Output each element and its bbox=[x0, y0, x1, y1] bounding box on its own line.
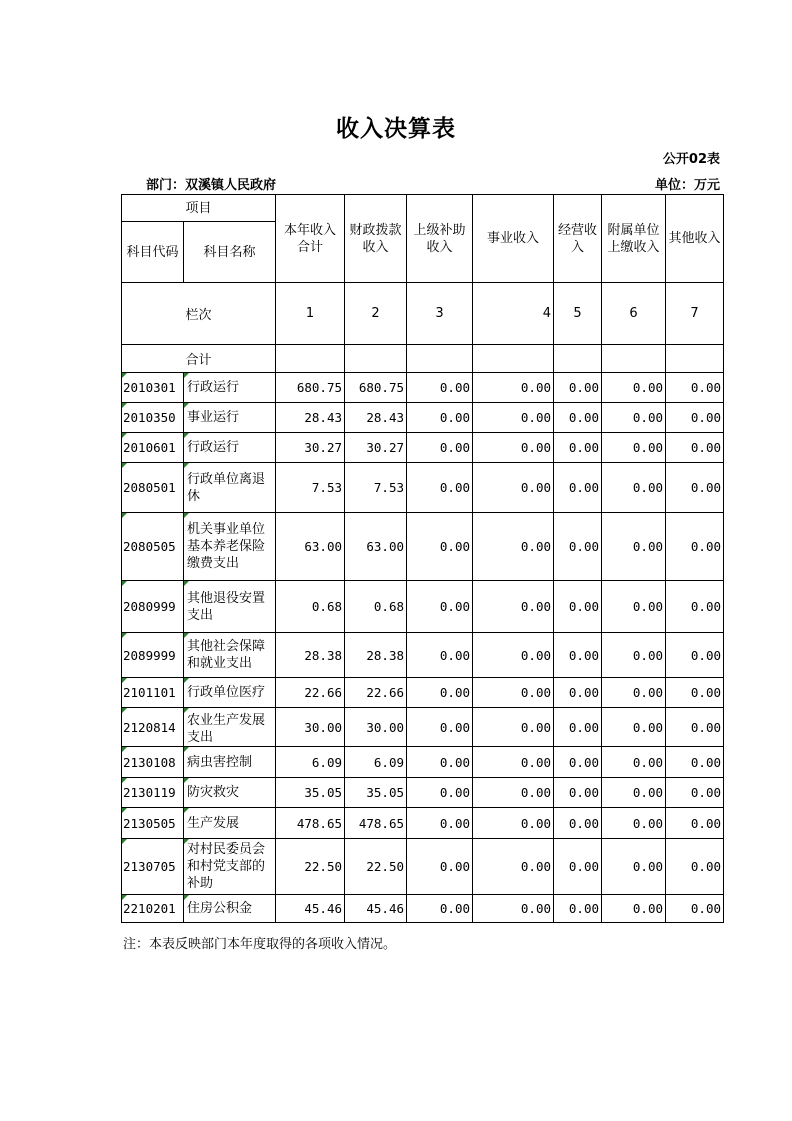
amount-cell: 0.00 bbox=[602, 808, 666, 839]
amount-cell: 0.00 bbox=[473, 778, 554, 808]
amount-cell: 35.05 bbox=[276, 778, 345, 808]
subject-code: 2080501 bbox=[122, 463, 184, 513]
amount-cell: 0.00 bbox=[554, 463, 602, 513]
amount-cell: 22.50 bbox=[345, 839, 407, 895]
amount-cell: 0.00 bbox=[407, 433, 473, 463]
table-row bbox=[122, 808, 724, 839]
amount-cell: 0.00 bbox=[666, 839, 724, 895]
table-row bbox=[122, 778, 724, 808]
column-index-6: 6 bbox=[602, 283, 666, 345]
subject-name: 农业生产发展支出 bbox=[184, 708, 276, 747]
amount-cell: 0.00 bbox=[554, 633, 602, 678]
amount-cell: 0.00 bbox=[554, 708, 602, 747]
amount-cell: 0.00 bbox=[666, 581, 724, 633]
amount-cell: 30.27 bbox=[276, 433, 345, 463]
amount-cell: 0.00 bbox=[666, 708, 724, 747]
amount-cell: 6.09 bbox=[276, 747, 345, 778]
total-cell bbox=[407, 345, 473, 373]
amount-cell: 0.00 bbox=[602, 581, 666, 633]
amount-cell: 0.00 bbox=[407, 895, 473, 923]
amount-cell: 0.00 bbox=[602, 778, 666, 808]
amount-cell: 0.00 bbox=[666, 747, 724, 778]
amount-cell: 45.46 bbox=[276, 895, 345, 923]
subject-code: 2010350 bbox=[122, 403, 184, 433]
amount-cell: 7.53 bbox=[276, 463, 345, 513]
subject-code: 2210201 bbox=[122, 895, 184, 923]
amount-cell: 0.00 bbox=[473, 463, 554, 513]
total-row bbox=[122, 345, 724, 373]
amount-cell: 0.00 bbox=[407, 513, 473, 581]
amount-cell: 0.00 bbox=[602, 633, 666, 678]
amount-cell: 0.00 bbox=[554, 433, 602, 463]
amount-cell: 0.00 bbox=[602, 895, 666, 923]
amount-cell: 0.00 bbox=[602, 839, 666, 895]
amount-cell: 0.00 bbox=[407, 373, 473, 403]
amount-cell: 0.00 bbox=[554, 403, 602, 433]
amount-cell: 7.53 bbox=[345, 463, 407, 513]
amount-cell: 0.00 bbox=[473, 581, 554, 633]
subject-code: 2130705 bbox=[122, 839, 184, 895]
amount-cell: 22.66 bbox=[276, 678, 345, 708]
amount-cell: 0.00 bbox=[473, 808, 554, 839]
header-operating: 经营收入 bbox=[554, 195, 602, 283]
table-row bbox=[122, 463, 724, 513]
amount-cell: 28.43 bbox=[345, 403, 407, 433]
amount-cell: 0.00 bbox=[554, 839, 602, 895]
amount-cell: 0.00 bbox=[666, 433, 724, 463]
amount-cell: 0.00 bbox=[666, 463, 724, 513]
amount-cell: 0.00 bbox=[407, 463, 473, 513]
amount-cell: 30.00 bbox=[276, 708, 345, 747]
amount-cell: 22.66 bbox=[345, 678, 407, 708]
subject-name: 病虫害控制 bbox=[184, 747, 276, 778]
amount-cell: 0.00 bbox=[554, 513, 602, 581]
amount-cell: 6.09 bbox=[345, 747, 407, 778]
amount-cell: 28.43 bbox=[276, 403, 345, 433]
amount-cell: 0.00 bbox=[602, 403, 666, 433]
amount-cell: 478.65 bbox=[276, 808, 345, 839]
amount-cell: 0.00 bbox=[554, 373, 602, 403]
page-title: 收入决算表 bbox=[336, 116, 456, 142]
amount-cell: 0.00 bbox=[554, 678, 602, 708]
amount-cell: 22.50 bbox=[276, 839, 345, 895]
subject-code: 2130505 bbox=[122, 808, 184, 839]
amount-cell: 0.00 bbox=[407, 633, 473, 678]
amount-cell: 0.00 bbox=[407, 581, 473, 633]
table-row bbox=[122, 403, 724, 433]
subject-code: 2130108 bbox=[122, 747, 184, 778]
subject-code: 2010601 bbox=[122, 433, 184, 463]
subject-code: 2120814 bbox=[122, 708, 184, 747]
amount-cell: 0.00 bbox=[602, 513, 666, 581]
table-row bbox=[122, 708, 724, 747]
income-table bbox=[121, 194, 724, 923]
amount-cell: 0.00 bbox=[602, 678, 666, 708]
header-code: 科目代码 bbox=[122, 222, 184, 283]
amount-cell: 45.46 bbox=[345, 895, 407, 923]
amount-cell: 0.00 bbox=[554, 808, 602, 839]
column-index-label: 栏次 bbox=[122, 283, 276, 345]
amount-cell: 0.00 bbox=[473, 678, 554, 708]
amount-cell: 0.00 bbox=[666, 678, 724, 708]
table-row bbox=[122, 513, 724, 581]
amount-cell: 0.00 bbox=[602, 708, 666, 747]
amount-cell: 0.00 bbox=[602, 433, 666, 463]
amount-cell: 0.00 bbox=[407, 708, 473, 747]
table-row bbox=[122, 839, 724, 895]
amount-cell: 0.00 bbox=[666, 778, 724, 808]
total-cell bbox=[473, 345, 554, 373]
amount-cell: 0.00 bbox=[666, 513, 724, 581]
amount-cell: 0.00 bbox=[554, 581, 602, 633]
amount-cell: 478.65 bbox=[345, 808, 407, 839]
amount-cell: 0.00 bbox=[473, 708, 554, 747]
subject-name: 机关事业单位基本养老保险缴费支出 bbox=[184, 513, 276, 581]
amount-cell: 0.00 bbox=[473, 895, 554, 923]
column-index-5: 5 bbox=[554, 283, 602, 345]
column-index-7: 7 bbox=[666, 283, 724, 345]
amount-cell: 0.00 bbox=[554, 778, 602, 808]
total-cell bbox=[602, 345, 666, 373]
department-label: 部门：双溪镇人民政府 bbox=[146, 178, 277, 193]
subject-name: 行政运行 bbox=[184, 373, 276, 403]
amount-cell: 0.00 bbox=[666, 633, 724, 678]
subject-code: 2130119 bbox=[122, 778, 184, 808]
subject-name: 其他退役安置支出 bbox=[184, 581, 276, 633]
column-index-1: 1 bbox=[276, 283, 345, 345]
header-superior: 上级补助收入 bbox=[407, 195, 473, 283]
subject-code: 2010301 bbox=[122, 373, 184, 403]
amount-cell: 28.38 bbox=[345, 633, 407, 678]
column-index-4: 4 bbox=[473, 283, 554, 345]
amount-cell: 0.00 bbox=[554, 895, 602, 923]
subject-name: 其他社会保障和就业支出 bbox=[184, 633, 276, 678]
amount-cell: 0.00 bbox=[473, 403, 554, 433]
amount-cell: 0.00 bbox=[666, 403, 724, 433]
amount-cell: 63.00 bbox=[276, 513, 345, 581]
amount-cell: 0.00 bbox=[473, 513, 554, 581]
subject-name: 行政运行 bbox=[184, 433, 276, 463]
subject-code: 2089999 bbox=[122, 633, 184, 678]
amount-cell: 63.00 bbox=[345, 513, 407, 581]
amount-cell: 35.05 bbox=[345, 778, 407, 808]
header-project: 项目 bbox=[122, 195, 276, 222]
amount-cell: 0.68 bbox=[345, 581, 407, 633]
header-other: 其他收入 bbox=[666, 195, 724, 283]
table-row bbox=[122, 678, 724, 708]
header-total: 本年收入合计 bbox=[276, 195, 345, 283]
form-number: 公开02表 bbox=[662, 152, 720, 167]
total-cell bbox=[666, 345, 724, 373]
subject-name: 住房公积金 bbox=[184, 895, 276, 923]
total-cell bbox=[345, 345, 407, 373]
subject-code: 2080505 bbox=[122, 513, 184, 581]
amount-cell: 0.00 bbox=[473, 433, 554, 463]
amount-cell: 0.00 bbox=[407, 778, 473, 808]
amount-cell: 0.00 bbox=[407, 808, 473, 839]
amount-cell: 0.00 bbox=[473, 747, 554, 778]
column-index-2: 2 bbox=[345, 283, 407, 345]
column-index-3: 3 bbox=[407, 283, 473, 345]
subject-name: 防灾救灾 bbox=[184, 778, 276, 808]
amount-cell: 0.00 bbox=[407, 678, 473, 708]
amount-cell: 0.00 bbox=[473, 633, 554, 678]
table-row bbox=[122, 747, 724, 778]
footnote: 注：本表反映部门本年度取得的各项收入情况。 bbox=[123, 937, 397, 952]
amount-cell: 680.75 bbox=[345, 373, 407, 403]
total-cell bbox=[276, 345, 345, 373]
header-affiliated: 附属单位上缴收入 bbox=[602, 195, 666, 283]
amount-cell: 0.00 bbox=[473, 373, 554, 403]
amount-cell: 0.00 bbox=[666, 895, 724, 923]
subject-code: 2101101 bbox=[122, 678, 184, 708]
amount-cell: 0.00 bbox=[473, 839, 554, 895]
amount-cell: 0.00 bbox=[602, 747, 666, 778]
amount-cell: 680.75 bbox=[276, 373, 345, 403]
amount-cell: 0.00 bbox=[666, 373, 724, 403]
total-cell bbox=[554, 345, 602, 373]
column-index-row bbox=[122, 283, 724, 345]
total-label: 合计 bbox=[122, 345, 276, 373]
table-row bbox=[122, 373, 724, 403]
amount-cell: 0.00 bbox=[666, 808, 724, 839]
amount-cell: 0.00 bbox=[602, 373, 666, 403]
amount-cell: 0.00 bbox=[407, 747, 473, 778]
table-row bbox=[122, 581, 724, 633]
subject-name: 对村民委员会和村党支部的补助 bbox=[184, 839, 276, 895]
table-row bbox=[122, 433, 724, 463]
amount-cell: 30.00 bbox=[345, 708, 407, 747]
amount-cell: 0.00 bbox=[602, 463, 666, 513]
amount-cell: 0.00 bbox=[554, 747, 602, 778]
subject-name: 事业运行 bbox=[184, 403, 276, 433]
header-fiscal: 财政拨款收入 bbox=[345, 195, 407, 283]
unit-label: 单位：万元 bbox=[654, 178, 720, 193]
amount-cell: 30.27 bbox=[345, 433, 407, 463]
subject-code: 2080999 bbox=[122, 581, 184, 633]
table-row bbox=[122, 633, 724, 678]
subject-name: 行政单位离退休 bbox=[184, 463, 276, 513]
amount-cell: 0.00 bbox=[407, 403, 473, 433]
header-name: 科目名称 bbox=[184, 222, 276, 283]
subject-name: 行政单位医疗 bbox=[184, 678, 276, 708]
header-business: 事业收入 bbox=[473, 195, 554, 283]
table-row bbox=[122, 895, 724, 923]
amount-cell: 0.00 bbox=[407, 839, 473, 895]
amount-cell: 28.38 bbox=[276, 633, 345, 678]
subject-name: 生产发展 bbox=[184, 808, 276, 839]
amount-cell: 0.68 bbox=[276, 581, 345, 633]
